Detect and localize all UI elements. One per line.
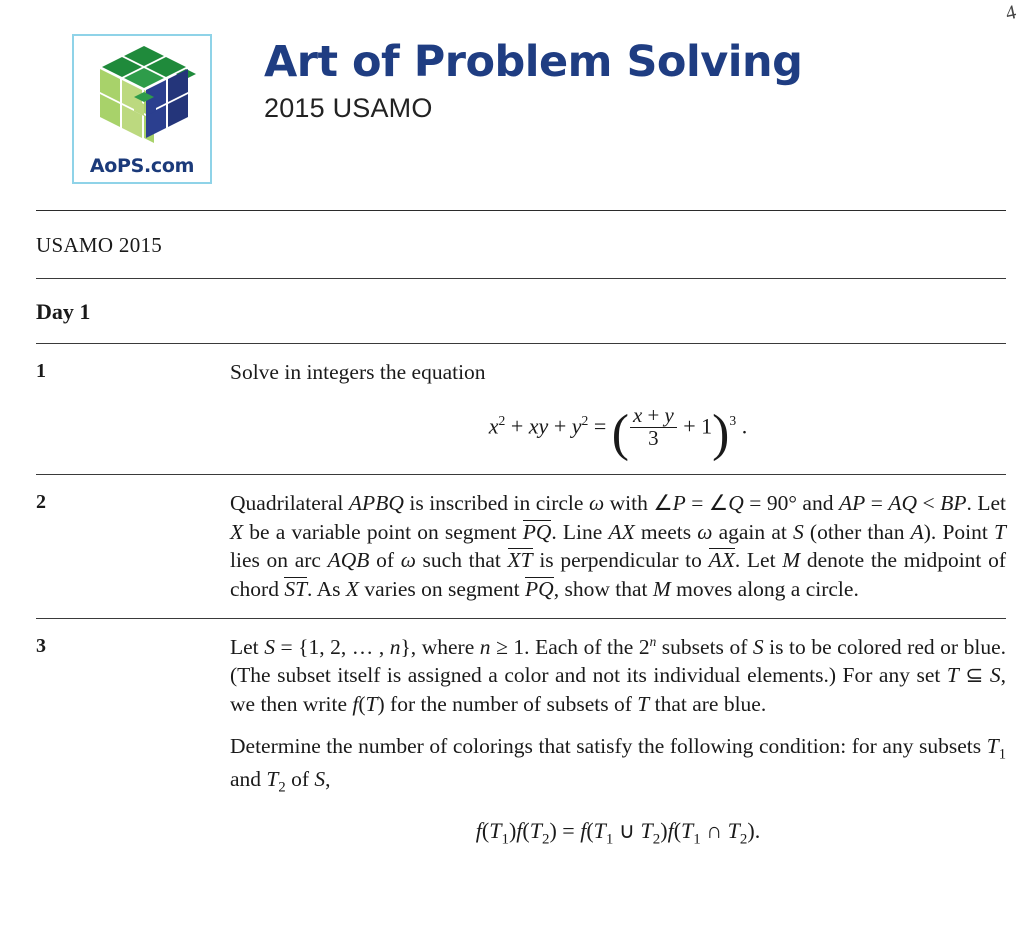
contest-subtitle: 2015 USAMO [264, 93, 433, 124]
aops-cube-icon [82, 42, 206, 150]
problem-1-equation: $x^2$ + xy + $y^2$ = ( $\frac{x + y}{3}$ + 1)$^3$ . [488, 402, 748, 463]
header-title-block [264, 38, 802, 124]
problem-3 [0, 619, 1024, 875]
problem-2 [0, 475, 1024, 617]
problem-number: 3 [36, 634, 46, 657]
problem-1 [0, 344, 1024, 474]
problem-statement: Solve in integers the equation [230, 360, 486, 384]
problem-number: 2 [36, 491, 46, 514]
day-label: Day 1 [36, 299, 91, 324]
problem-body [230, 633, 1006, 861]
problem-statement: Quadrilateral APBQ is inscribed in circle ω with ∠P = ∠Q = 90° and AP = AQ < BP. Let X be a variable point on segment PQ. Line AX meets ω again at S (other than A). Point T lies on arc AQB of ω such that XT is perpendicular to AX. Let M denote the midpoint of chord ST. As X varies on segment PQ, show that M moves along a circle. [230, 491, 1006, 601]
problem-body [230, 489, 1006, 603]
contest-divider [36, 278, 1006, 279]
document-header [0, 0, 1024, 184]
aops-logo-label: AoPS.com [89, 155, 195, 177]
contest-label: USAMO 2015 [36, 233, 163, 257]
header-divider [36, 210, 1006, 211]
corner-page-mark: 4 [1003, 1, 1019, 25]
problem-statement-part-2: Determine the number of colorings that satisfy the following condition: for any subsets $T_1$ and $T_2$ of S, [230, 734, 1006, 796]
problem-body [230, 358, 1006, 463]
site-title: Art of Problem Solving [264, 37, 803, 87]
aops-logo [72, 34, 212, 184]
problem-statement-part-1: Let S = {1, 2, … , n}, where n ≥ 1. Each of the 2$^n$ subsets of S is to be colored red or blue. (The subset itself is assigned a color and not its individual elements.) For any set T ⊆ S, we then write f(T) for the number of subsets of T that are blue. [230, 633, 1007, 716]
problem-3-equation: $f(T_1)f(T_2) = f(T_1$ ∪ $T_2)f(T_1$ ∩ $T_2$). [475, 817, 761, 848]
problem-number: 1 [36, 360, 46, 382]
